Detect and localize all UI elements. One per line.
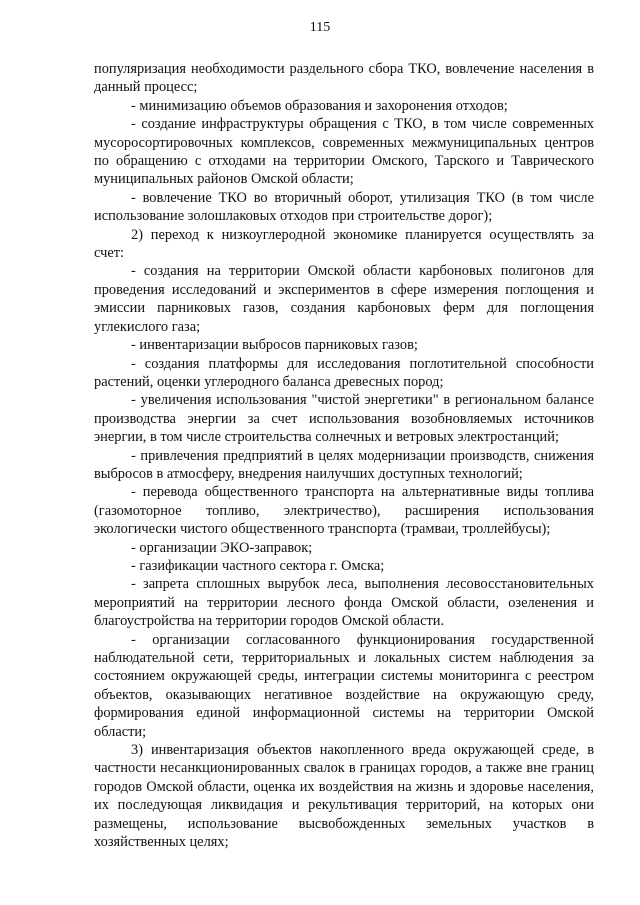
paragraph-greenhouse-inventory: - инвентаризации выбросов парниковых газов; bbox=[131, 337, 418, 354]
paragraph-carbon-polygons: - создания на территории Омской области карбоновых полигонов для проведения исследований и экспериментов в сфере измерения поглощения и эмиссии парниковых газов, создания карбоновых ферм для поглощения углекислого газа; bbox=[94, 263, 594, 335]
paragraph-enterprise-modernization: - привлечения предприятий в целях модернизации производств, снижения выбросов в атмосферу, внедрения наилучших доступных технологий; bbox=[94, 447, 594, 482]
paragraph-clean-energy: - увеличения использования "чистой энергетики" в региональном балансе производства энергии за счет использования возобновляемых источников энергии, в том числе строительства солнечных и ветровых электростанций; bbox=[94, 392, 594, 446]
paragraph-forest-protection: - запрета сплошных вырубок леса, выполнения лесовосстановительных мероприятий на территории лесного фонда Омской области, озеленения и благоустройства на территории городов Омской области. bbox=[94, 576, 594, 630]
paragraph-popularization: популяризация необходимости раздельного сбора ТКО, вовлечение населения в данный процесс; bbox=[94, 61, 594, 96]
paragraph-accumulated-damage: 3) инвентаризация объектов накопленного вреда окружающей среде, в частности несанкционированных свалок в границах городов, а также вне границ городов Омской области, оценка их воздействия на жизнь и здоровье населения, их последующая ликвидация и рекультивация территорий, на которых они размещены, использование высвобожденных земельных участков в хозяйственных целях; bbox=[94, 742, 594, 851]
paragraph-monitoring-network: - организации согласованного функционирования государственной наблюдательной сети, территориальных и локальных систем наблюдения за состоянием окружающей среды, интеграции системы мониторинга с реестром объектов, оказывающих негативное воздействие на окружающую среду, формирования единой информационной системы на территории Омской области; bbox=[94, 631, 594, 740]
document-body bbox=[94, 60, 594, 851]
paragraph-plant-platform: - создания платформы для исследования поглотительной способности растений, оценки углеродного баланса древесных пород; bbox=[94, 355, 594, 390]
paragraph-minimization: - минимизацию объемов образования и захоронения отходов; bbox=[131, 97, 508, 114]
paragraph-eco-stations: - организации ЭКО-заправок; bbox=[131, 539, 313, 556]
page-number: 115 bbox=[309, 20, 331, 35]
paragraph-infrastructure: - создание инфраструктуры обращения с ТКО, в том числе современных мусоросортировочных комплексов, современных межмуниципальных центров по обращению с отходами на территории Омского, Тарского и Тавричеcкого муниципальных районов Омской области; bbox=[94, 116, 594, 188]
paragraph-secondary-circulation: - вовлечение ТКО во вторичный оборот, утилизация ТКО (в том числе использование золошлаковых отходов при строительстве дорог); bbox=[94, 189, 594, 225]
paragraph-low-carbon-transition: 2) переход к низкоуглеродной экономике планируется осуществлять за счет: bbox=[94, 226, 594, 262]
paragraph-gasification: - газификации частного сектора г. Омска; bbox=[131, 557, 385, 574]
paragraph-public-transport: - перевода общественного транспорта на альтернативные виды топлива (газомоторное топливо, электричество), расширения использования экологически чистого общественного транспорта (трамваи, троллейбусы); bbox=[94, 484, 594, 538]
